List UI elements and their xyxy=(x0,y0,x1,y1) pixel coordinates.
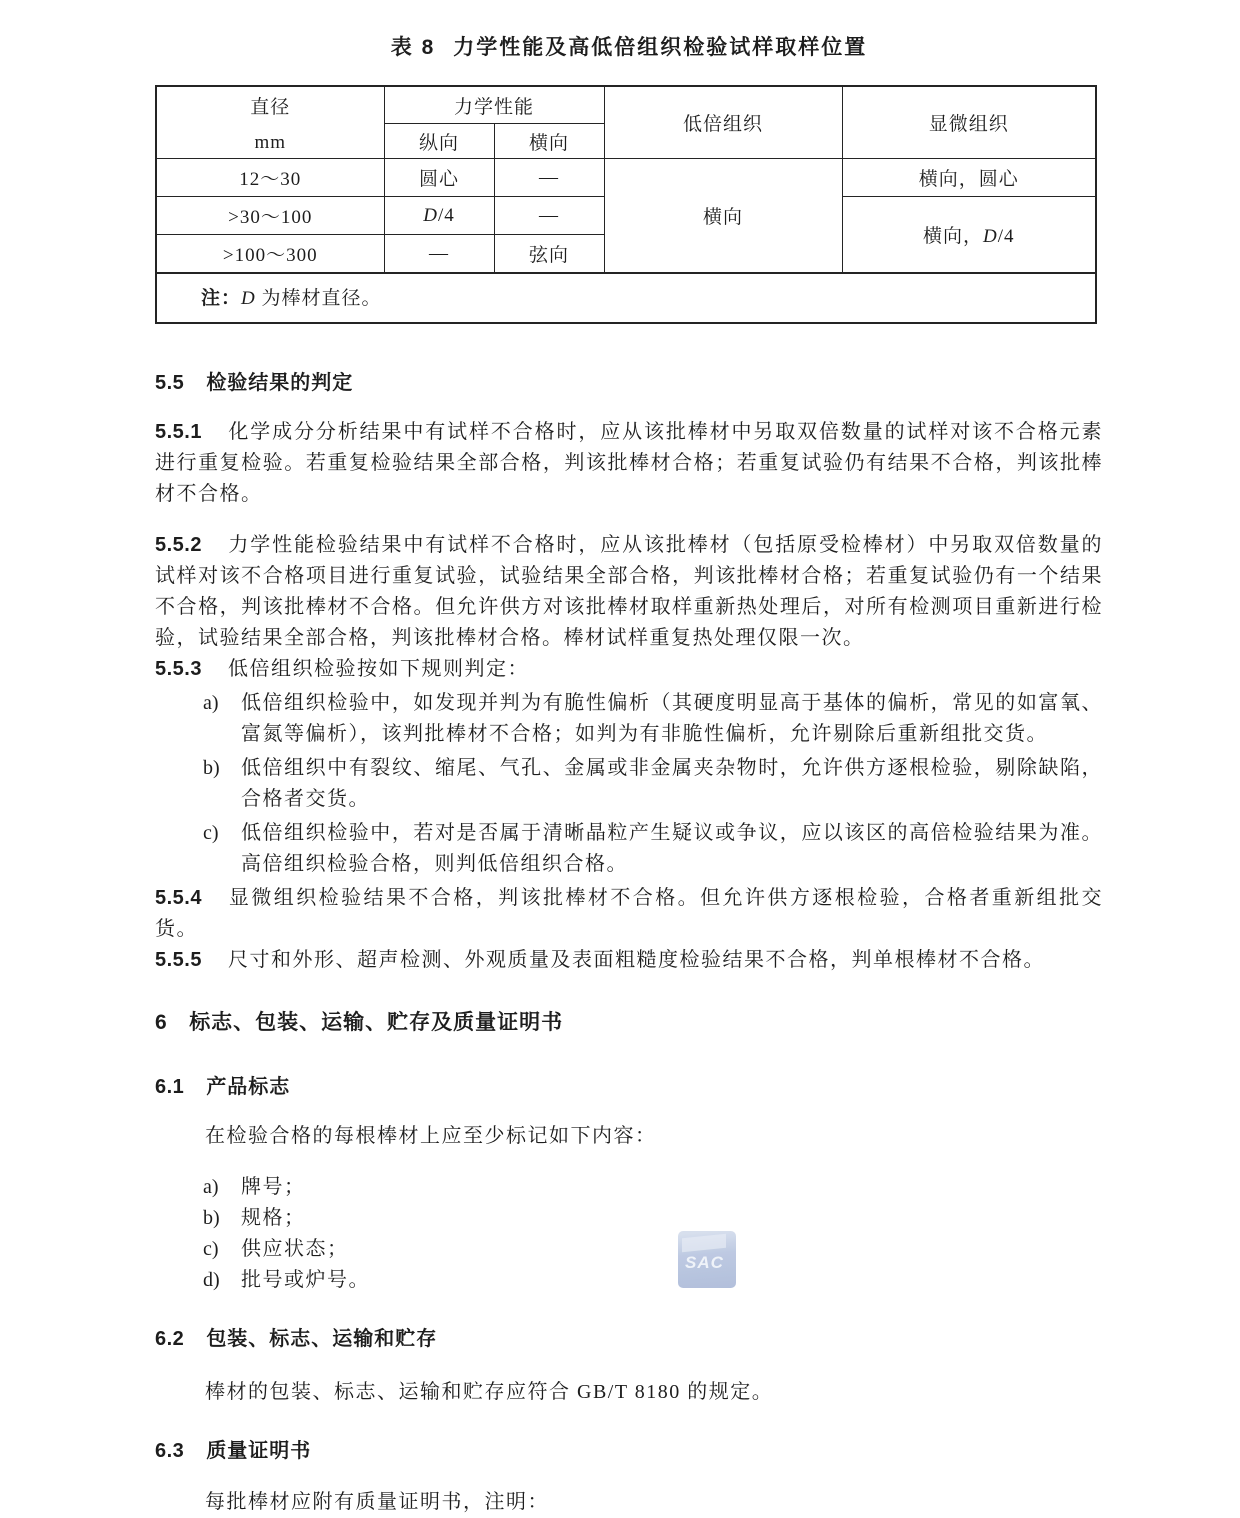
header-transverse: 横向 xyxy=(494,124,604,159)
header-mechanical: 力学性能 xyxy=(384,86,604,124)
header-diameter-label: 直径 xyxy=(250,96,291,118)
header-diameter-unit: mm xyxy=(254,131,287,153)
table-row xyxy=(156,159,1096,197)
table-header-row-1 xyxy=(156,86,1096,124)
cell-transverse-1: — xyxy=(494,159,604,197)
cell-diameter-1: 12～30 xyxy=(156,159,384,197)
header-macrostructure: 低倍组织 xyxy=(604,86,842,159)
list-item-b: b) 低倍组织中有裂纹、缩尾、气孔、金属或非金属夹杂物时，允许供方逐根检验，剔除缺陷，合格者交货。 xyxy=(203,757,1103,810)
cell-longitudinal-3: — xyxy=(384,235,494,274)
heading-6-2: 6.2 包装、标志、运输和贮存 xyxy=(155,1328,438,1350)
heading-5-5: 5.5 检验结果的判定 xyxy=(155,372,354,394)
cell-macro-merged: 横向 xyxy=(604,159,842,274)
heading-6: 6 标志、包装、运输、贮存及质量证明书 xyxy=(155,1011,564,1034)
d-variable: D xyxy=(241,288,256,309)
cell-micro-1: 横向，圆心 xyxy=(842,159,1096,197)
list-item-b: b) 规格； xyxy=(203,1207,306,1229)
cell-transverse-2: — xyxy=(494,197,604,235)
cell-longitudinal-1: 圆心 xyxy=(384,159,494,197)
list-item-c: c) 低倍组织检验中，若对是否属于清晰晶粒产生疑议或争议，应以该区的高倍检验结果为准。高倍组织检验合格，则判低倍组织合格。 xyxy=(203,822,1103,875)
paragraph-5-5-2: 5.5.2 力学性能检验结果中有试样不合格时，应从该批棒材（包括原受检棒材）中另取双倍数量的试样对该不合格项目进行重复试验，试验结果全部合格，判该批棒材合格；若重复试验仍有一个结果不合格，判该批棒材不合格。但允许供方对该批棒材取样重新热处理后，对所有检测项目重新进行检验，试验结果全部合格，判该批棒材合格。棒材试样重复热处理仅限一次。 xyxy=(155,534,1103,649)
cell-micro-merged: 横向，D/4 xyxy=(842,197,1096,274)
paragraph-5-5-3: 5.5.3 低倍组织检验按如下规则判定： xyxy=(155,658,529,680)
paragraph-5-5-4: 5.5.4 显微组织检验结果不合格，判该批棒材不合格。但允许供方逐根检验，合格者重新组批交货。 xyxy=(155,887,1103,940)
list-item-a: a) 牌号； xyxy=(203,1176,306,1198)
list-item-c: c) 供应状态； xyxy=(203,1238,349,1260)
table-title-text: 力学性能及高低倍组织检验试样取样位置 xyxy=(453,36,868,59)
note-label: 注： xyxy=(201,288,242,309)
d-variable: D xyxy=(423,204,438,226)
sac-watermark-text: SAC xyxy=(685,1253,724,1272)
paragraph-6-3: 每批棒材应附有质量证明书，注明： xyxy=(205,1491,549,1513)
cell-diameter-2: >30～100 xyxy=(156,197,384,235)
d-variable: D xyxy=(983,226,998,247)
table-number: 表 8 xyxy=(390,36,436,59)
heading-6-1: 6.1 产品标志 xyxy=(155,1076,291,1098)
paragraph-5-5-1: 5.5.1 化学成分分析结果中有试样不合格时，应从该批棒材中另取双倍数量的试样对该不合格元素进行重复检验。若重复检验结果全部合格，判该批棒材合格；若重复试验仍有结果不合格，判该批棒材不合格。 xyxy=(155,421,1103,505)
table-title xyxy=(155,31,1103,61)
cell-longitudinal-2: D/4 xyxy=(384,197,494,235)
paragraph-5-5-5: 5.5.5 尺寸和外形、超声检测、外观质量及表面粗糙度检验结果不合格，判单根棒材不合格。 xyxy=(155,949,1045,971)
paragraph-6-2: 棒材的包装、标志、运输和贮存应符合 GB/T 8180 的规定。 xyxy=(205,1381,774,1403)
header-diameter xyxy=(156,86,384,159)
table-note: 注：D 为棒材直径。 xyxy=(156,273,1096,323)
table-note-row xyxy=(156,273,1096,323)
list-item-a: a) 低倍组织检验中，如发现并判为有脆性偏析（其硬度明显高于基体的偏析，常见的如富氧、富氮等偏析），该判批棒材不合格；如判为有非脆性偏析，允许剔除后重新组批交货。 xyxy=(203,692,1103,745)
heading-6-3: 6.3 质量证明书 xyxy=(155,1440,312,1462)
marking-items-list xyxy=(155,1172,1103,1296)
cell-transverse-3: 弦向 xyxy=(494,235,604,274)
list-item-d: d) 批号或炉号。 xyxy=(203,1269,370,1291)
paragraph-6-1-intro: 在检验合格的每根棒材上应至少标记如下内容： xyxy=(205,1125,657,1147)
sampling-position-table xyxy=(155,85,1097,324)
cell-diameter-3: >100～300 xyxy=(156,235,384,274)
header-longitudinal: 纵向 xyxy=(384,124,494,159)
header-microstructure: 显微组织 xyxy=(842,86,1096,159)
